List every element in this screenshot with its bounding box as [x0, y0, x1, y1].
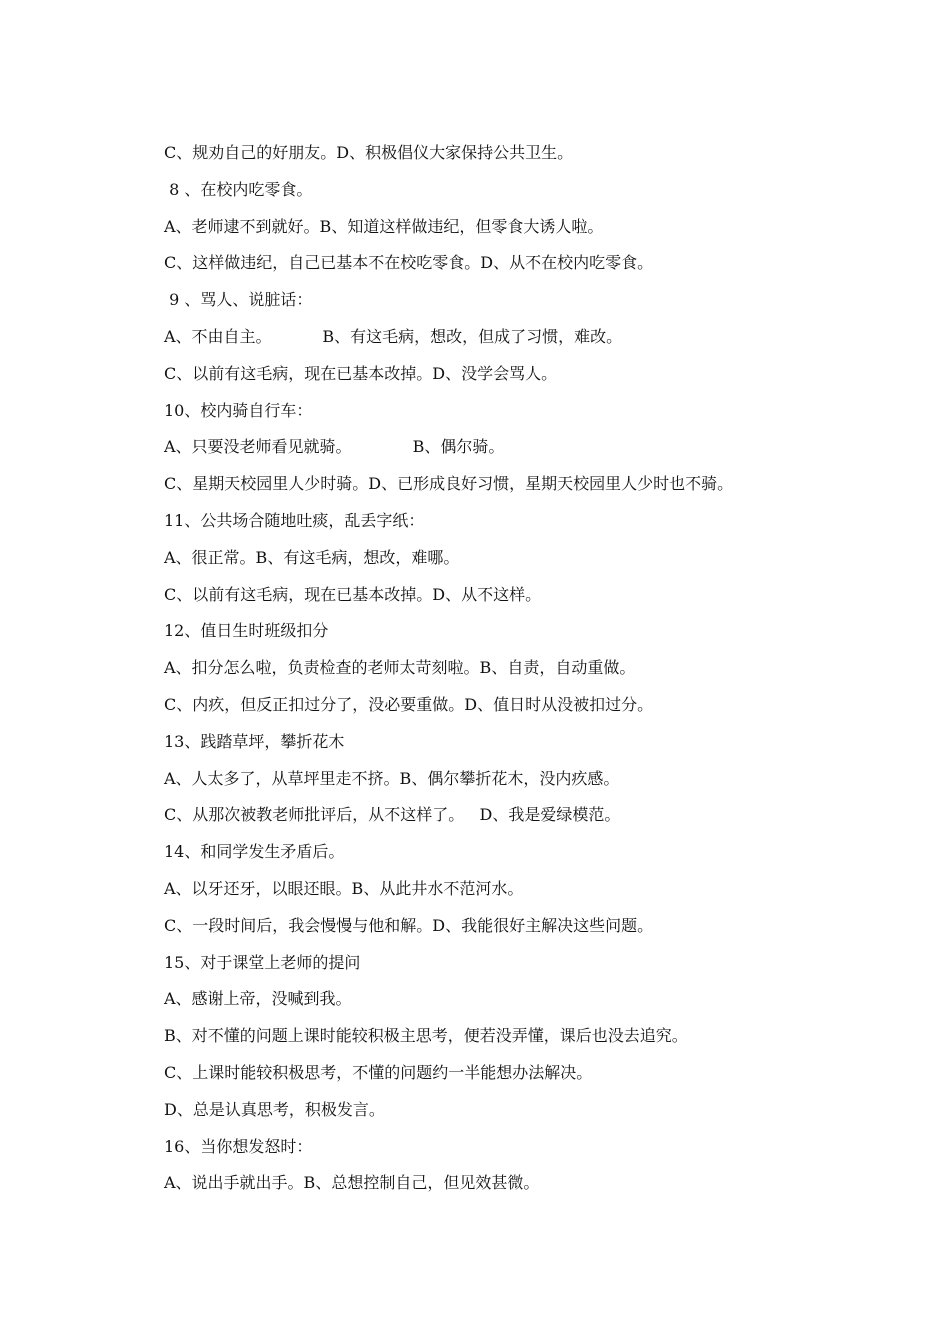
text-line: A、感谢上帝，没喊到我。 [164, 989, 352, 1009]
text-line: A、以牙还牙，以眼还眼。B、从此井水不范河水。 [164, 878, 524, 898]
text-line: C、这样做违纪，自己已基本不在校吃零食。D、从不在校内吃零食。 [164, 253, 654, 273]
text-line: 12、值日生时班级扣分 [164, 621, 329, 641]
text-line: D、总是认真思考，积极发言。 [164, 1099, 385, 1119]
text-line: 11、公共场合随地吐痰，乱丢字纸： [164, 510, 425, 530]
text-line: A、老师逮不到就好。B、知道这样做违纪，但零食大诱人啦。 [164, 216, 604, 236]
text-line: C、规劝自己的好朋友。D、积极倡仪大家保持公共卫生。 [164, 143, 574, 162]
text-line: A、说出手就出手。B、总想控制自己，但见效甚微。 [164, 1173, 540, 1193]
text-line: A、很正常。B、有这毛病，想改，难哪。 [164, 547, 460, 567]
text-line: A、人太多了，从草坪里走不挤。B、偶尔攀折花木，没内疚感。 [164, 768, 620, 788]
text-line: A、不由自主。 B、有这毛病，想改，但成了习惯，难改。 [164, 326, 623, 346]
text-line: 13、践踏草坪，攀折花木 [164, 731, 345, 751]
text-body [164, 135, 864, 1202]
text-line: 16、当你想发怒时： [164, 1136, 313, 1156]
text-line: A、扣分怎么啦，负责检查的老师太苛刻啦。B、自责，自动重做。 [164, 658, 636, 678]
text-line: C、星期天校园里人少时骑。D、已形成良好习惯，星期天校园里人少时也不骑。 [164, 474, 734, 494]
text-line: C、内疚，但反正扣过分了，没必要重做。D、值日时从没被扣过分。 [164, 694, 654, 714]
text-line: 10、校内骑自行车： [164, 400, 313, 420]
text-line: C、以前有这毛病，现在已基本改掉。D、从不这样。 [164, 584, 542, 604]
text-line: B、对不懂的问题上课时能较积极主思考，便若没弄懂，课后也没去追究。 [164, 1026, 688, 1046]
text-line: C、上课时能较积极思考，不懂的问题约一半能想办法解决。 [164, 1062, 593, 1082]
text-line: C、从那次被教老师批评后，从不这样了。 D、我是爱绿模范。 [164, 805, 621, 825]
text-line: 8 、在校内吃零食。 [164, 179, 313, 199]
text-line: C、以前有这毛病，现在已基本改掉。D、没学会骂人。 [164, 363, 558, 383]
text-line: 9 、骂人、说脏话： [164, 290, 313, 310]
text-line: A、只要没老师看见就骑。 B、偶尔骑。 [164, 437, 505, 457]
text-line: 15、对于课堂上老师的提问 [164, 952, 361, 972]
text-line: 14、和同学发生矛盾后。 [164, 842, 345, 862]
text-line: C、一段时间后，我会慢慢与他和解。D、我能很好主解决这些问题。 [164, 915, 654, 935]
